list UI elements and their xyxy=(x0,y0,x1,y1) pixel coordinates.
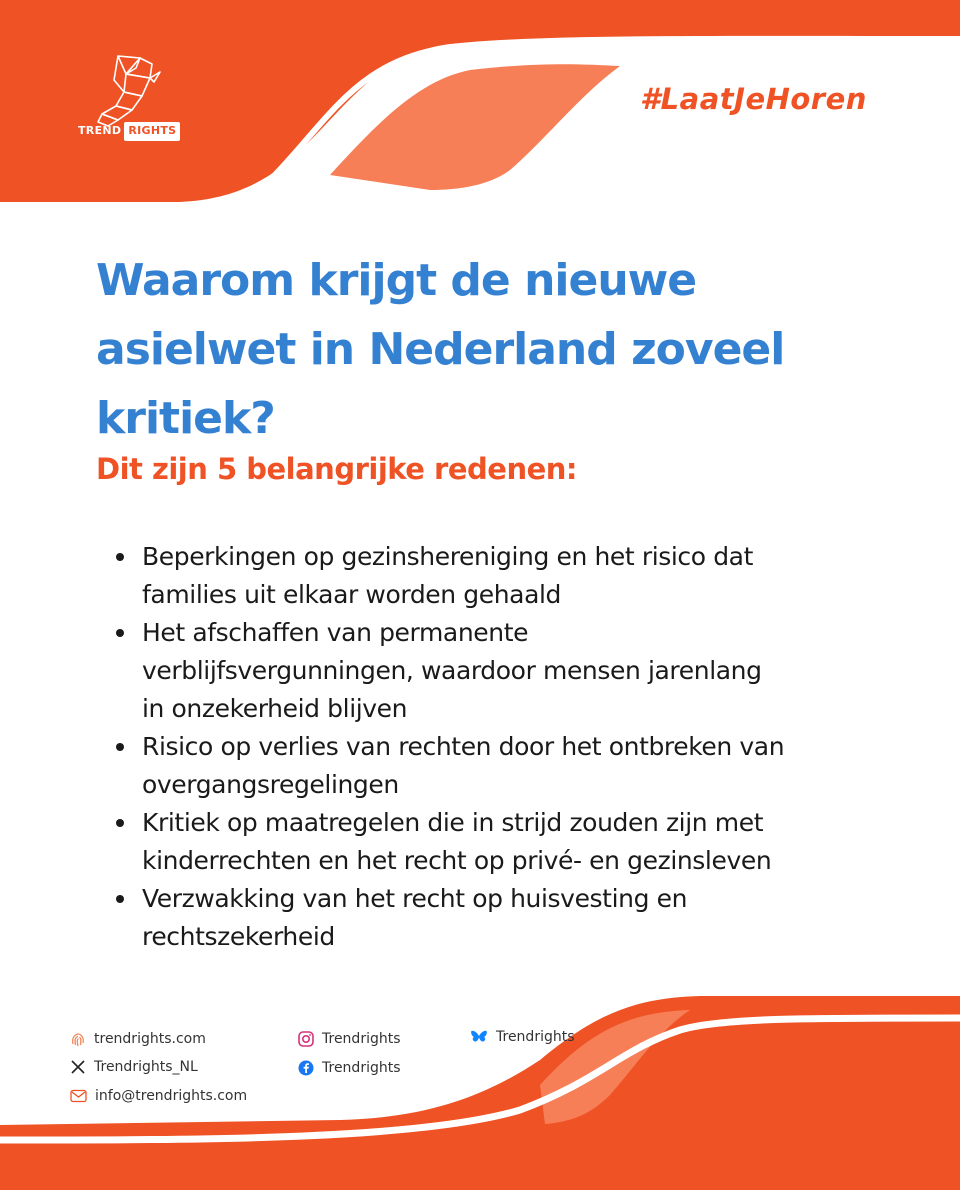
reason-line: families uit elkaar worden gehaald xyxy=(142,580,562,609)
butterfly-icon xyxy=(470,1029,488,1045)
reason-item xyxy=(96,728,876,804)
reason-item xyxy=(96,538,876,614)
reason-item xyxy=(96,880,876,956)
title-line: asielwet in Nederland zoveel xyxy=(96,324,785,375)
reason-line: overgangsregelingen xyxy=(142,770,399,799)
page-title xyxy=(96,246,896,453)
brand-name-trend: TREND xyxy=(78,124,122,137)
instagram-icon xyxy=(298,1031,314,1047)
reason-line: Kritiek op maatregelen die in strijd zouden zijn met xyxy=(142,808,764,837)
reason-line: Risico op verlies van rechten door het ontbreken van xyxy=(142,732,785,761)
reason-line: in onzekerheid blijven xyxy=(142,694,408,723)
reason-line: Het afschaffen van permanente xyxy=(142,618,529,647)
reason-line: Verzwakking van het recht op huisvesting en xyxy=(142,884,688,913)
brand-name-rights: RIGHTS xyxy=(124,122,180,141)
website-link[interactable] xyxy=(70,1030,206,1048)
instagram-text: Trendrights xyxy=(322,1031,401,1047)
facebook-text: Trendrights xyxy=(322,1060,401,1076)
facebook-icon xyxy=(298,1060,314,1076)
title-line: Waarom krijgt de nieuwe xyxy=(96,255,697,306)
brand-wordmark xyxy=(78,122,180,141)
title-line: kritiek? xyxy=(96,393,275,444)
reason-item xyxy=(96,804,876,880)
email-link[interactable] xyxy=(70,1088,247,1104)
reason-line: rechtszekerheid xyxy=(142,922,335,951)
reason-line: kinderrechten en het recht op privé- en gezinsleven xyxy=(142,846,772,875)
reasons-list xyxy=(96,538,876,956)
bluesky-text: Trendrights xyxy=(496,1029,575,1045)
bluesky-link[interactable] xyxy=(470,1029,575,1045)
x-account-link[interactable] xyxy=(70,1059,198,1075)
bullet-icon xyxy=(116,895,124,903)
page-subtitle: Dit zijn 5 belangrijke redenen: xyxy=(96,452,577,486)
reason-line: verblijfsvergunningen, waardoor mensen jarenlang xyxy=(142,656,762,685)
instagram-link[interactable] xyxy=(298,1031,401,1047)
x-logo-icon xyxy=(70,1059,86,1075)
facebook-link[interactable] xyxy=(298,1060,401,1076)
fingerprint-icon xyxy=(70,1030,86,1048)
bullet-icon xyxy=(116,819,124,827)
bullet-icon xyxy=(116,629,124,637)
website-text: trendrights.com xyxy=(94,1031,206,1047)
reason-item xyxy=(96,614,876,728)
email-text: info@trendrights.com xyxy=(95,1088,248,1104)
reason-line: Beperkingen op gezinshereniging en het risico dat xyxy=(142,542,753,571)
bullet-icon xyxy=(116,743,124,751)
x-account-text: Trendrights_NL xyxy=(94,1059,198,1075)
campaign-hashtag: #LaatJeHoren xyxy=(640,82,867,116)
envelope-icon xyxy=(70,1089,87,1103)
bullet-icon xyxy=(116,553,124,561)
